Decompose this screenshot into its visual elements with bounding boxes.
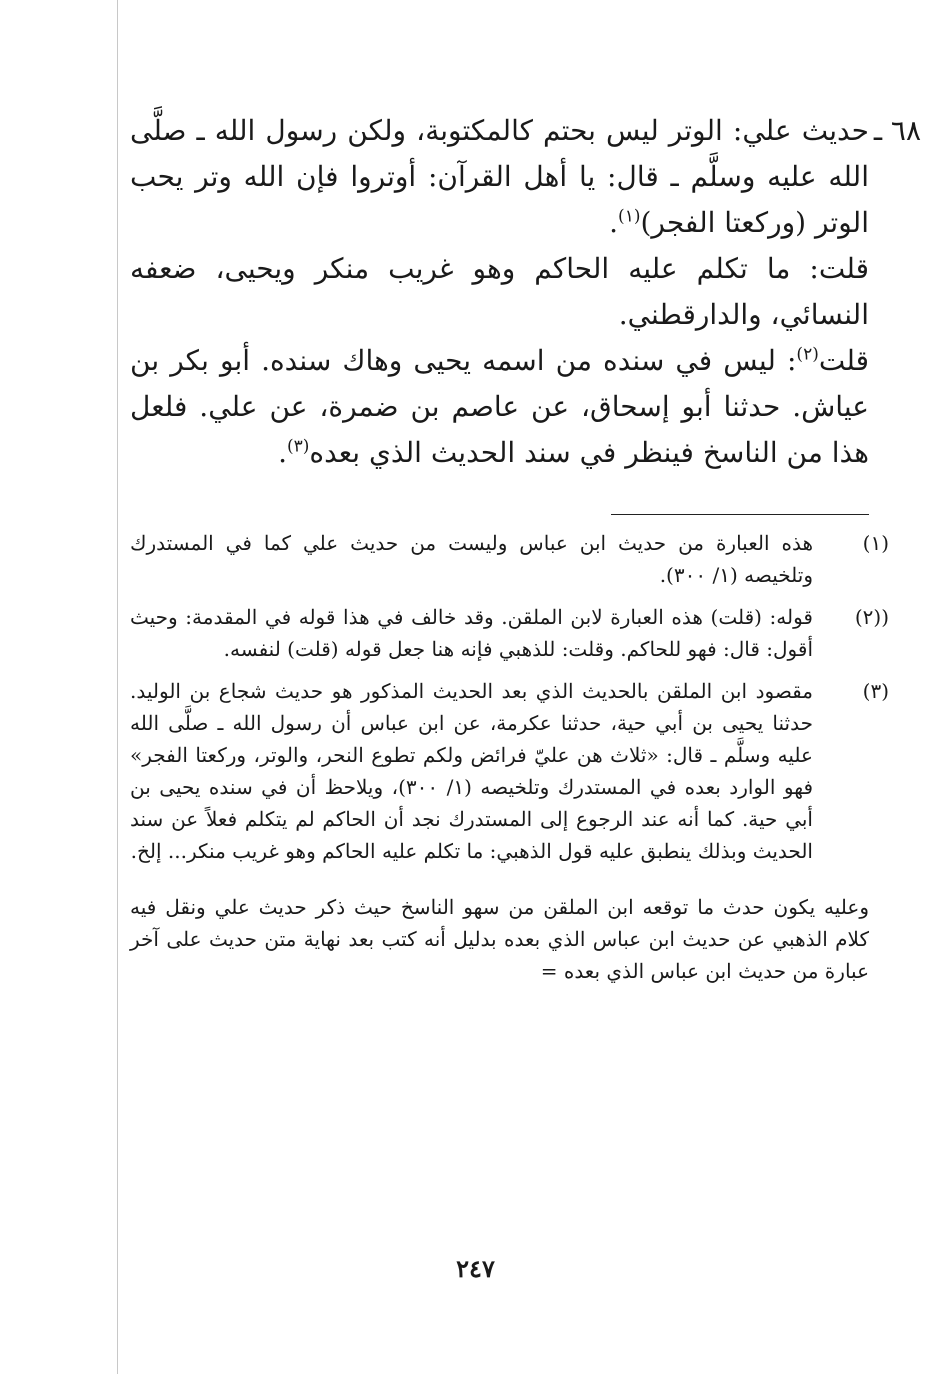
- footnote-number: ((٢): [854, 605, 889, 629]
- footnote-2: [130, 601, 889, 665]
- note-qult-2: قلت$^{(٢)}$: ليس في سنده من اسمه يحيى وهاك سنده. أبو بكر بن عياش. حدثنا أبو إسحاق، عن عاصم بن ضمرة، عن علي. فلعل هذا من الناسخ فينظر في سند الحديث الذي بعده$^{(٣)}$.: [130, 344, 869, 469]
- footnote-ref-2: (٢): [796, 344, 819, 365]
- hadith-entry: [130, 108, 921, 476]
- page-body: [130, 108, 921, 987]
- footnote-3: [130, 675, 889, 867]
- footnote-ref-1: (١): [618, 206, 641, 227]
- footnote-ref-3: (٣): [287, 436, 310, 457]
- footnote-number: (٣): [862, 679, 889, 703]
- footnote-continuation: وعليه يكون حدث ما توقعه ابن الملقن من سهو الناسخ حيث ذكر حديث علي ونقل فيه كلام الذهبي عن حديث ابن عباس الذي بعده بدليل أنه كتب بعد نهاية متن حديث على آخر عبارة من حديث ابن عباس الذي بعده =: [130, 895, 869, 983]
- footnote-number: (١): [862, 531, 889, 555]
- hadith-text: حديث علي: الوتر ليس بحتم كالمكتوبة، ولكن رسول الله ـ صلَّى الله عليه وسلَّم ـ قال: يا أهل القرآن: أوتروا فإن الله وتر يحب الوتر (وركعتا الفجر)$^{(١)}$.: [130, 114, 869, 239]
- footnote-text: قوله: (قلت) هذه العبارة لابن الملقن. وقد خالف في هذا قوله في المقدمة: وحيث أقول: قال: فهو للحاكم. وقلت: للذهبي فإنه هنا جعل قوله (قلت) لنفسه.: [130, 605, 813, 661]
- footnote-text: مقصود ابن الملقن بالحديث الذي بعد الحديث المذكور هو حديث شجاع بن الوليد. حدثنا يحيى بن أبي حية، حدثنا عكرمة، عن ابن عباس أن رسول الله ـ صلَّى الله عليه وسلَّم ـ قال: «ثلاث هن عليّ فرائض ولكم تطوع النحر، والوتر، وركعتا الفجر» فهو الوارد بعده في المستدرك وتلخيصه (١/ ٣٠٠)، ويلاحظ أن في سنده يحيى بن أبي حية. كما أنه عند الرجوع إلى المستدرك نجد أن الحاكم لم يتكلم فعلاً عن سند الحديث وبذلك ينطبق عليه قول الذهبي: ما تكلم عليه الحاكم وهو غريب منكر... إلخ.: [130, 679, 814, 863]
- footnote-separator: [611, 514, 869, 515]
- note-qult-1: قلت: ما تكلم عليه الحاكم وهو غريب منكر ويحيى، ضعفه النسائي، والدارقطني.: [130, 252, 869, 331]
- entry-number: ٦٨ ـ: [873, 114, 921, 147]
- page-number: ٢٤٧: [456, 1254, 495, 1283]
- margin-rule: [117, 0, 118, 1374]
- footnote-text: هذه العبارة من حديث ابن عباس وليست من حديث علي كما في المستدرك وتلخيصه (١/ ٣٠٠).: [130, 531, 813, 587]
- footnote-1: [130, 527, 889, 591]
